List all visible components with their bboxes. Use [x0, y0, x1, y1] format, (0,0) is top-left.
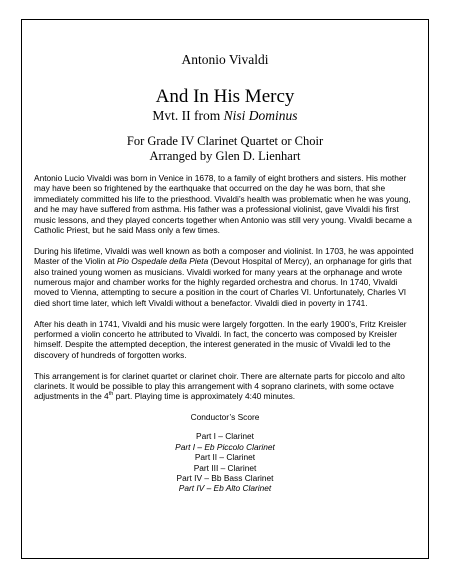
paragraph-career-part-a: During his lifetime, Vivaldi was well known as both a composer and violinist. In 1703, he was appointed Master of the Violin at [34, 245, 414, 267]
part-item: Part III – Clarinet [193, 462, 257, 473]
parts-list [34, 431, 416, 493]
part-item: Part I – Clarinet [196, 431, 254, 442]
paragraph-legacy: After his death in 1741, Vivaldi and his music were largely forgotten. In the early 1900’s, Fritz Kreisler performed a violin concerto he attributed to Vivaldi. In fact, the concerto was composed by Kreisler himself. Despite the attempted deception, the interest generated in the music of Vivaldi led to the discovery of hundreds of forgotten works. [34, 318, 407, 360]
composer-name: Antonio Vivaldi [181, 52, 269, 67]
piece-subtitle [34, 108, 416, 124]
subtitle-work-title: Nisi Dominus [223, 108, 298, 123]
arranger-credit: Arranged by Glen D. Lienhart [149, 149, 301, 163]
paragraph-arrangement [34, 371, 416, 402]
part-item: Part II – Clarinet [194, 452, 256, 463]
instrumentation: For Grade IV Clarinet Quartet or Choir [126, 134, 324, 148]
part-item-alternate: Part I – Eb Piccolo Clarinet [175, 441, 275, 452]
piece-title: And In His Mercy [155, 86, 295, 107]
paragraph-arrangement-part-a: This arrangement is for clarinet quartet or clarinet choir. There are alternate parts for piccolo and alto clarinets. It would be possible to play this arrangement with 4 soprano clarinets, with some octave adjustments in the 4 [34, 370, 405, 402]
orphanage-name: Pio Ospedale della Pieta [116, 256, 209, 267]
paragraph-career [34, 246, 416, 308]
program-notes [34, 173, 416, 402]
score-heading: Conductor’s Score [190, 411, 260, 422]
ordinal-suffix: th [108, 391, 114, 398]
paragraph-arrangement-part-b: part. Playing time is approximately 4:40 minutes. [113, 391, 296, 402]
paragraph-biography: Antonio Lucio Vivaldi was born in Venice in 1678, to a family of eight brothers and sisters. His mother may have been so frightened by the earthquake that occurred on the day he was born, that she immediately committed his life to the priesthood. Vivaldi’s health was problematic when he was young, and he may have suffered from asthma. His father was a professional violinist, gave Vivaldi his first music lessons, and they played concerts together when Antonio was still very young. Vivaldi became a Catholic Priest, but he said Mass only a few times. [34, 173, 412, 236]
paragraph-career-part-b: (Devout Hospital of Mercy), an orphanage for girls that also trained young women as musicians. Vivaldi worked for many years at the orphanage and wrote numerous major and chamber works for the highly regarded orchestra and chorus. In 1740, Vivaldi moved to Vienna, attempting to secure a position in the court of Charles VI. Unfortunately, Charles VI died short time later, which left Vivaldi without a benefactor. Vivaldi died in poverty in 1741. [34, 256, 412, 308]
subtitle-prefix: Mvt. II from [152, 108, 224, 123]
part-item-alternate: Part IV – Eb Alto Clarinet [178, 483, 272, 494]
page-border [21, 19, 429, 559]
part-item: Part IV – Bb Bass Clarinet [176, 472, 274, 483]
